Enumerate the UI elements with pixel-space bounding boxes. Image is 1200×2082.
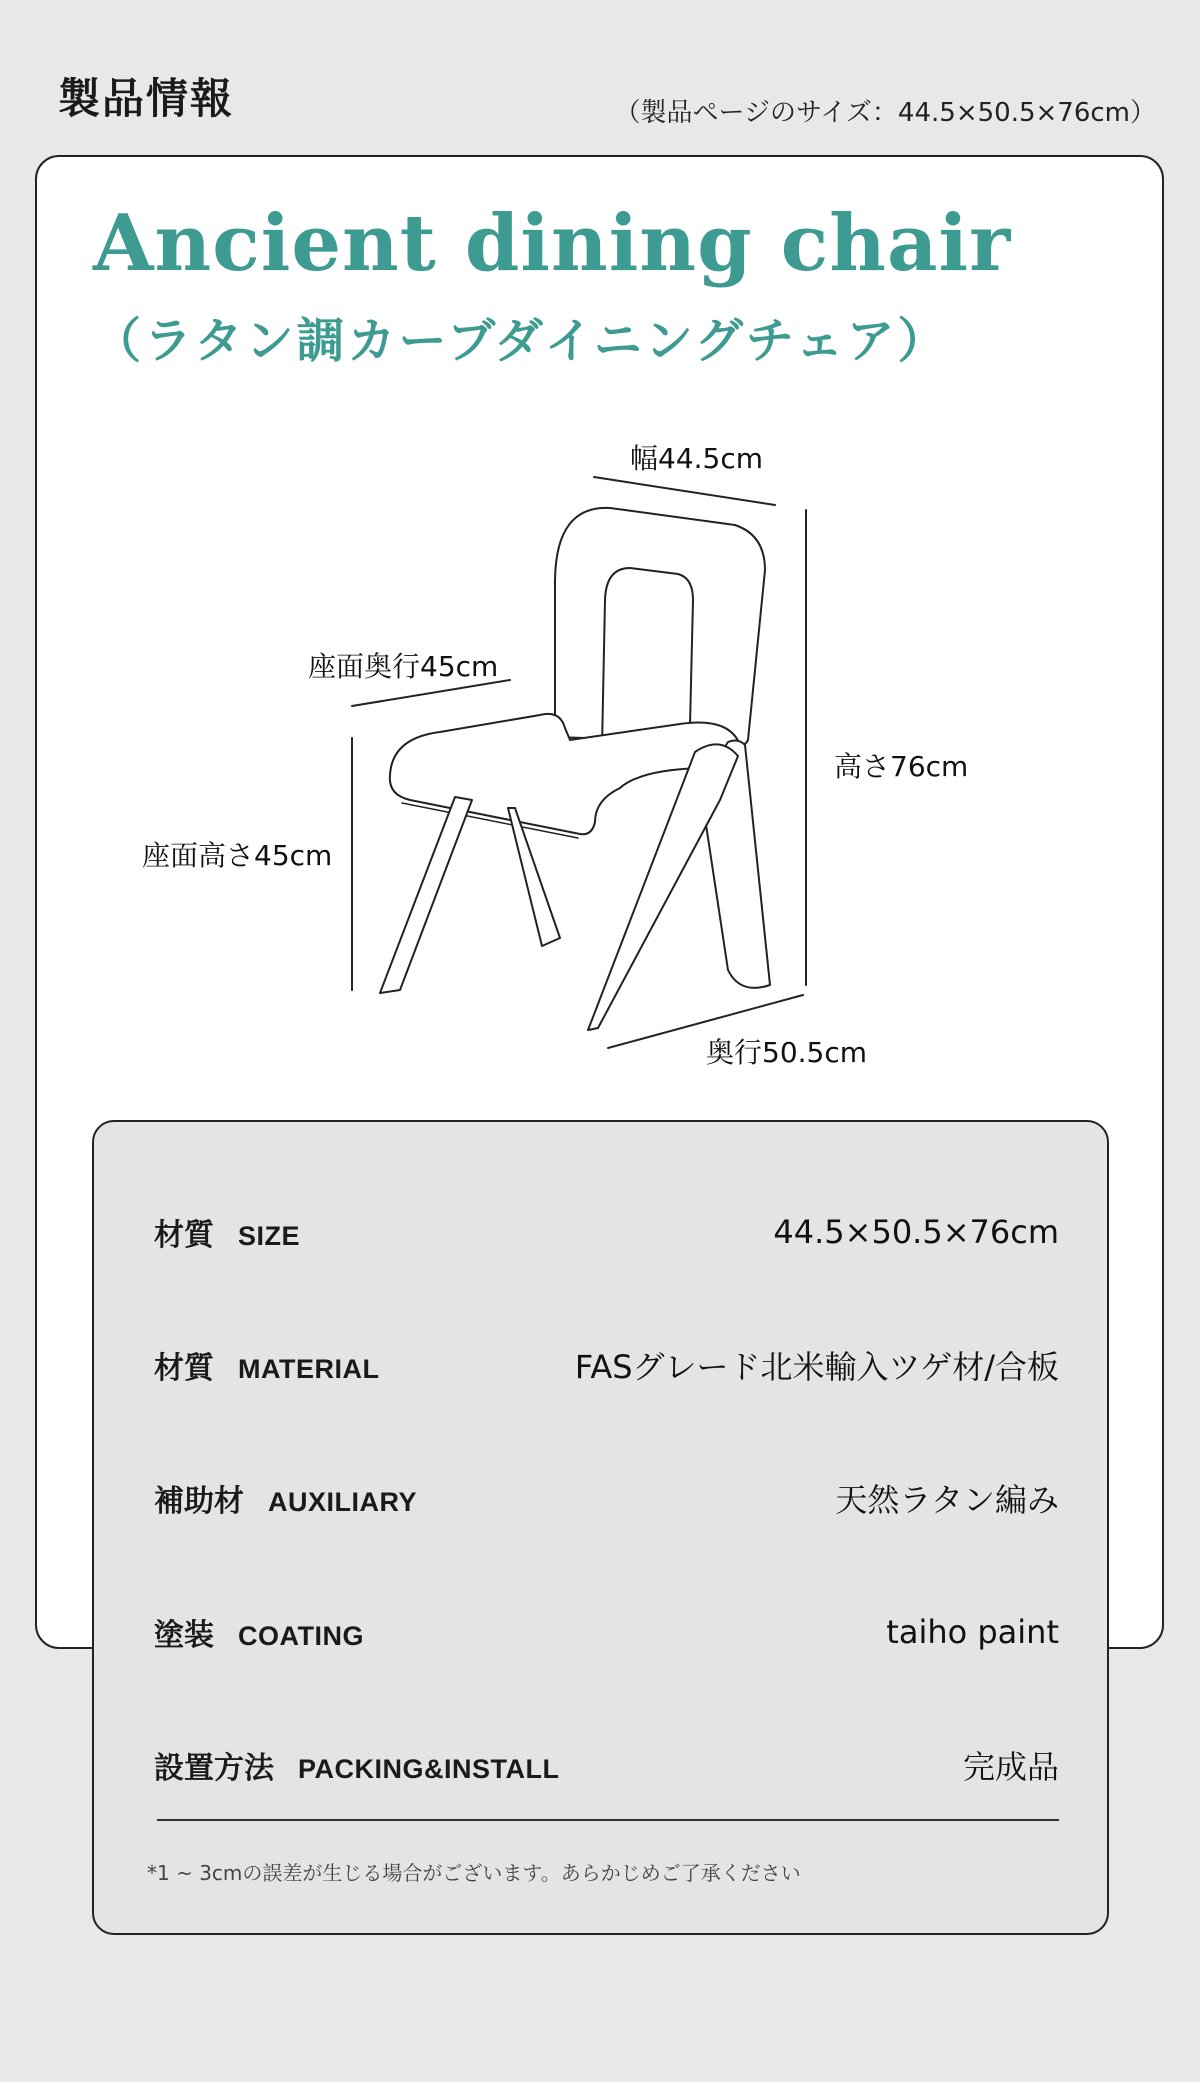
spec-label bbox=[154, 1476, 417, 1520]
width-label: 幅44.5cm bbox=[630, 442, 764, 475]
spec-label bbox=[154, 1210, 300, 1254]
spec-label bbox=[154, 1343, 379, 1387]
width-dimension-line bbox=[594, 477, 775, 505]
spec-label-en: MATERIAL bbox=[238, 1354, 380, 1384]
spec-label-jp: 材質 bbox=[154, 1218, 214, 1253]
seat-depth-label: 座面奥行45cm bbox=[308, 650, 499, 683]
spec-label-en: AUXILIARY bbox=[268, 1487, 418, 1517]
spec-row-coating bbox=[154, 1602, 1059, 1662]
spec-label bbox=[154, 1743, 559, 1787]
spec-label bbox=[154, 1610, 364, 1654]
section-title: 製品情報 bbox=[58, 74, 235, 123]
product-title-jp: （ラタン調カーブダイニングチェア） bbox=[93, 313, 949, 369]
spec-label-jp: 材質 bbox=[154, 1351, 214, 1386]
spec-value-size: 44.5×50.5×76cm bbox=[773, 1213, 1059, 1251]
seat-height-label: 座面高さ45cm bbox=[142, 839, 333, 872]
spec-row-packing bbox=[154, 1735, 1059, 1795]
spec-row-auxiliary bbox=[154, 1468, 1059, 1528]
spec-divider bbox=[157, 1819, 1059, 1821]
chair-leg-front-left bbox=[380, 797, 472, 993]
spec-value-packing: 完成品 bbox=[962, 1748, 1059, 1786]
spec-label-en: SIZE bbox=[238, 1221, 301, 1251]
spec-label-en: COATING bbox=[238, 1621, 364, 1651]
spec-value-material: FASグレード北米輸入ツゲ材/合板 bbox=[574, 1348, 1059, 1386]
spec-value-coating: taiho paint bbox=[886, 1613, 1059, 1651]
spec-label-jp: 補助材 bbox=[154, 1484, 244, 1519]
spec-label-jp: 塗装 bbox=[154, 1618, 214, 1653]
spec-row-size bbox=[154, 1202, 1059, 1262]
depth-label: 奥行50.5cm bbox=[706, 1036, 868, 1069]
page-size-note: （製品ページのサイズ：44.5×50.5×76cm） bbox=[614, 98, 1156, 128]
tolerance-note: *1 ~ 3cmの誤差が生じる場合がございます。あらかじめご了承ください bbox=[147, 1861, 801, 1885]
spec-label-en: PACKING&INSTALL bbox=[298, 1754, 560, 1784]
spec-value-auxiliary: 天然ラタン編み bbox=[835, 1481, 1059, 1519]
chair-backrest-opening bbox=[602, 568, 693, 747]
height-label: 高さ76cm bbox=[834, 750, 969, 783]
spec-row-material bbox=[154, 1335, 1059, 1395]
spec-panel bbox=[92, 1120, 1109, 1935]
product-title-en: Ancient dining chair bbox=[93, 198, 1012, 289]
spec-label-jp: 設置方法 bbox=[154, 1751, 274, 1786]
